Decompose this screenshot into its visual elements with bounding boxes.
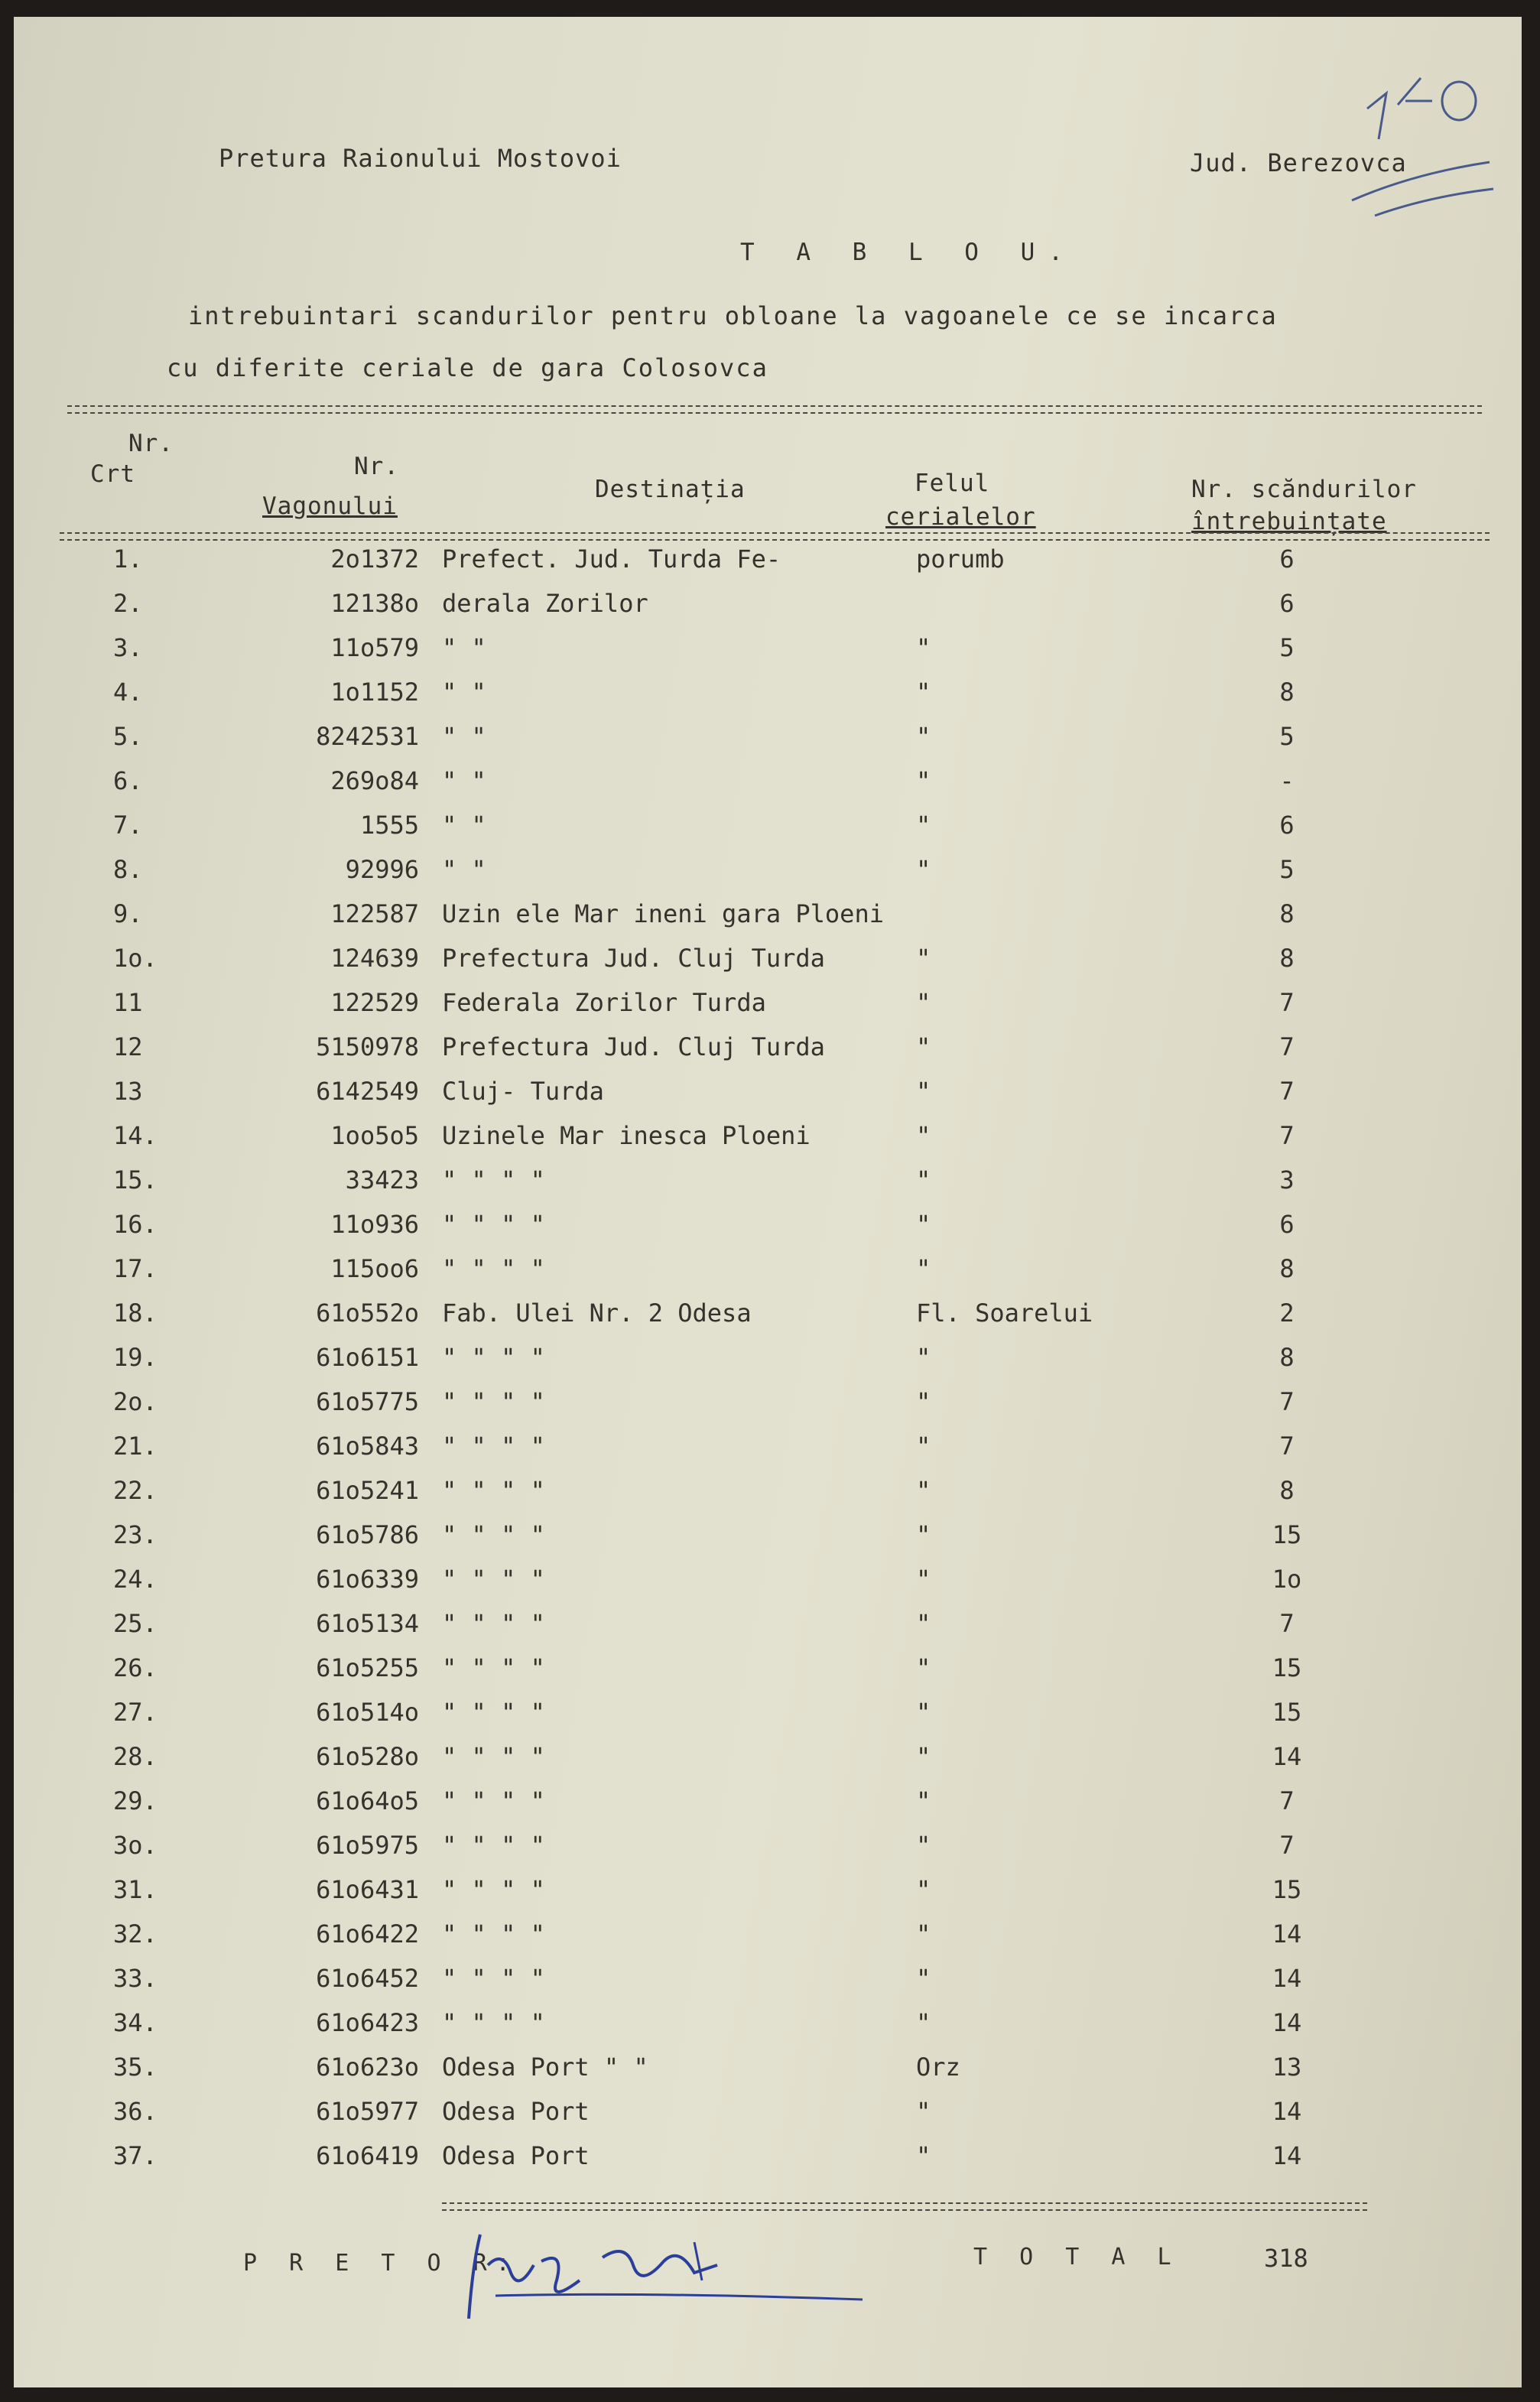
wagon-number: 61o5134 [316,1609,419,1638]
header-cereal-1: Felul [915,470,990,497]
row-number: 17. [113,1254,158,1283]
row-number: 11 [113,988,143,1017]
row-number: 22. [113,1476,158,1505]
board-count: 7 [1279,988,1295,1017]
table-row [14,855,1522,899]
table-row [14,1343,1522,1387]
table-row [14,1520,1522,1565]
board-count: 15 [1272,1520,1302,1549]
row-number: 7. [113,811,143,840]
destination: Uzinele Mar inesca Ploeni [442,1121,811,1150]
cereal-type: " [916,1121,931,1150]
cereal-type: " [916,2097,931,2126]
header-rule-bottom [60,532,1490,541]
row-number: 36. [113,2097,158,2126]
destination: " " " " [442,1742,545,1771]
cereal-type: Orz [916,2053,960,2082]
table-row [14,2141,1522,2186]
board-count: 2 [1279,1299,1295,1328]
destination: " " " " [442,2008,545,2037]
board-count: 3 [1279,1165,1295,1194]
table-row [14,1432,1522,1476]
wagon-number: 61o5241 [316,1476,419,1505]
destination: " " " " [442,1165,545,1194]
destination: " " " " [442,1210,545,1239]
board-count: 7 [1279,1786,1295,1815]
destination: Prefectura Jud. Cluj Turda [442,1032,825,1061]
cereal-type: " [916,1210,931,1239]
row-number: 33. [113,1964,158,1993]
destination: " " " " [442,1476,545,1505]
board-count: 7 [1279,1432,1295,1461]
table-row [14,988,1522,1032]
row-number: 9. [113,899,143,928]
destination: " " " " [442,1698,545,1727]
table-row [14,2008,1522,2053]
table-row [14,589,1522,633]
row-number: 13 [113,1077,143,1106]
destination: " " " " [442,1964,545,1993]
wagon-number: 1555 [359,811,419,840]
wagon-number: 269o84 [330,766,419,795]
board-count: 14 [1272,2097,1302,2126]
row-number: 5. [113,722,143,751]
board-count: 8 [1279,678,1295,707]
table-row [14,2053,1522,2097]
county-heading: Jud. Berezovca [1190,148,1407,177]
wagon-number: 61o528o [316,1742,419,1771]
board-count: 8 [1279,899,1295,928]
row-number: 35. [113,2053,158,2082]
table-row [14,811,1522,855]
cereal-type: " [916,811,931,840]
wagon-number: 61o6422 [316,1919,419,1949]
wagon-number: 11o579 [330,633,419,662]
board-count: 8 [1279,1254,1295,1283]
wagon-number: 33423 [345,1165,419,1194]
header-boards-1: Nr. scăndurilor [1191,476,1417,503]
board-count: 7 [1279,1121,1295,1150]
row-number: 4. [113,678,143,707]
row-number: 1. [113,544,143,574]
table-row [14,899,1522,944]
cereal-type: " [916,1742,931,1771]
row-number: 29. [113,1786,158,1815]
row-number: 2. [113,589,143,618]
pretor-signature [450,2219,878,2334]
wagon-number: 61o6431 [316,1875,419,1904]
wagon-number: 61o64o5 [316,1786,419,1815]
board-count: 7 [1279,1387,1295,1416]
board-count: 6 [1279,811,1295,840]
wagon-number: 61o514o [316,1698,419,1727]
board-count: 13 [1272,2053,1302,2082]
wagon-number: 61o6151 [316,1343,419,1372]
table-row [14,766,1522,811]
wagon-number: 61o5977 [316,2097,419,2126]
destination: Odesa Port " " [442,2053,648,2082]
table-row [14,1919,1522,1964]
total-label: T O T A L [973,2244,1181,2270]
destination: " " [442,855,486,884]
cereal-type: " [916,1032,931,1061]
destination: " " " " [442,1875,545,1904]
table-row [14,1831,1522,1875]
table-row [14,1565,1522,1609]
wagon-number: 61o6423 [316,2008,419,2037]
row-number: 8. [113,855,143,884]
wagon-number: 124639 [330,944,419,973]
table-row [14,1786,1522,1831]
cereal-type: " [916,766,931,795]
cereal-type: " [916,1875,931,1904]
destination: " " " " [442,1919,545,1949]
wagon-number: 61o552o [316,1299,419,1328]
cereal-type: " [916,1565,931,1594]
cereal-type: " [916,1476,931,1505]
board-count: 5 [1279,633,1295,662]
row-number: 24. [113,1565,158,1594]
destination: Odesa Port [442,2097,590,2126]
wagon-number: 8242531 [316,722,419,751]
board-count: 8 [1279,944,1295,973]
row-number: 3. [113,633,143,662]
table-row [14,1387,1522,1432]
destination: " " [442,678,486,707]
table-row [14,1077,1522,1121]
row-number: 37. [113,2141,158,2170]
table-row [14,1032,1522,1077]
destination: Odesa Port [442,2141,590,2170]
board-count: 8 [1279,1476,1295,1505]
destination: Prefect. Jud. Turda Fe- [442,544,781,574]
cereal-type: " [916,1831,931,1860]
wagon-number: 61o5975 [316,1831,419,1860]
destination: " " [442,766,486,795]
destination: " " " " [442,1343,545,1372]
cereal-type: " [916,1432,931,1461]
row-number: 1o. [113,944,158,973]
destination: " " " " [442,1609,545,1638]
table-row [14,1875,1522,1919]
cereal-type: " [916,633,931,662]
row-number: 2o. [113,1387,158,1416]
wagon-number: 12138o [330,589,419,618]
header-nr-crt-2: Crt [90,460,135,488]
row-number: 27. [113,1698,158,1727]
row-number: 31. [113,1875,158,1904]
board-count: 7 [1279,1831,1295,1860]
cereal-type: " [916,1520,931,1549]
wagon-number: 61o623o [316,2053,419,2082]
row-number: 6. [113,766,143,795]
board-count: 6 [1279,589,1295,618]
header-cereal-2: cerialelor [885,503,1036,531]
board-count: 15 [1272,1875,1302,1904]
wagon-number: 122587 [330,899,419,928]
table-row [14,1121,1522,1165]
cereal-type: " [916,1343,931,1372]
cereal-type: " [916,1698,931,1727]
document-subtitle-2: cu diferite ceriale de gara Colosovca [167,353,768,382]
header-nr-crt-1: Nr. [128,430,174,457]
footer-rule [442,2202,1367,2211]
board-count: 14 [1272,2008,1302,2037]
wagon-number: 6142549 [316,1077,419,1106]
header-destination: Destinația [595,476,746,503]
cereal-type: " [916,1964,931,1993]
document-subtitle-1: intrebuintari scandurilor pentru obloane la vagoanele ce se incarca [188,301,1278,330]
cereal-type: " [916,1919,931,1949]
row-number: 26. [113,1653,158,1682]
row-number: 15. [113,1165,158,1194]
destination: " " " " [442,1432,545,1461]
header-boards-2: întrebuințate [1191,508,1387,535]
board-count: 15 [1272,1698,1302,1727]
cereal-type: " [916,855,931,884]
board-count: 5 [1279,855,1295,884]
table-row [14,1299,1522,1343]
board-count: 1o [1272,1565,1302,1594]
row-number: 14. [113,1121,158,1150]
cereal-type: Fl. Soarelui [916,1299,1093,1328]
destination: derala Zorilor [442,589,648,618]
table-row [14,678,1522,722]
row-number: 3o. [113,1831,158,1860]
destination: " " " " [442,1565,545,1594]
cereal-type: " [916,1786,931,1815]
row-number: 23. [113,1520,158,1549]
pretor-label: P R E T O R: [243,2250,519,2277]
table-row [14,1476,1522,1520]
document-sheet [14,17,1522,2387]
row-number: 25. [113,1609,158,1638]
wagon-number: 11o936 [330,1210,419,1239]
destination: Fab. Ulei Nr. 2 Odesa [442,1299,752,1328]
header-wagon-2: Vagonului [262,492,398,520]
cereal-type: " [916,1653,931,1682]
cereal-type: porumb [916,544,1005,574]
cereal-type: " [916,1254,931,1283]
board-count: 14 [1272,1919,1302,1949]
destination: Federala Zorilor Turda [442,988,766,1017]
board-count: 8 [1279,1343,1295,1372]
table-row [14,1964,1522,2008]
row-number: 21. [113,1432,158,1461]
cereal-type: " [916,988,931,1017]
header-rule-top [67,405,1482,414]
wagon-number: 1oo5o5 [330,1121,419,1150]
cereal-type: " [916,2141,931,2170]
row-number: 28. [113,1742,158,1771]
cereal-type: " [916,1609,931,1638]
wagon-number: 92996 [345,855,419,884]
wagon-number: 5150978 [316,1032,419,1061]
cereal-type: " [916,2008,931,2037]
authority-heading: Pretura Raionului Mostovoi [219,144,622,173]
wagon-number: 61o5775 [316,1387,419,1416]
table-row [14,1609,1522,1653]
table-row [14,544,1522,589]
destination: " " [442,722,486,751]
wagon-number: 122529 [330,988,419,1017]
board-count: 14 [1272,2141,1302,2170]
destination: Cluj- Turda [442,1077,604,1106]
board-count: 7 [1279,1609,1295,1638]
wagon-number: 61o6419 [316,2141,419,2170]
board-count: 7 [1279,1077,1295,1106]
wagon-number: 61o6452 [316,1964,419,1993]
table-row [14,722,1522,766]
board-count: 6 [1279,544,1295,574]
board-count: 14 [1272,1742,1302,1771]
wagon-number: 61o5255 [316,1653,419,1682]
destination: " " " " [442,1387,545,1416]
board-count: 7 [1279,1032,1295,1061]
cereal-type: " [916,1387,931,1416]
board-count: 5 [1279,722,1295,751]
document-title: T A B L O U. [740,239,1077,266]
total-value: 318 [1264,2244,1308,2273]
header-wagon-1: Nr. [354,453,399,480]
row-number: 18. [113,1299,158,1328]
destination: " " [442,633,486,662]
cereal-type: " [916,722,931,751]
table-row [14,2097,1522,2141]
wagon-number: 61o6339 [316,1565,419,1594]
table-row [14,1698,1522,1742]
destination: " " " " [442,1786,545,1815]
destination: " " " " [442,1254,545,1283]
cereal-type: " [916,944,931,973]
table-row [14,1254,1522,1299]
board-count: 14 [1272,1964,1302,1993]
row-number: 12 [113,1032,143,1061]
table-row [14,1742,1522,1786]
row-number: 19. [113,1343,158,1372]
wagon-number: 61o5786 [316,1520,419,1549]
table-row [14,1210,1522,1254]
wagon-number: 61o5843 [316,1432,419,1461]
board-count: 6 [1279,1210,1295,1239]
cereal-type: " [916,678,931,707]
table-row [14,633,1522,678]
destination: Uzin ele Mar ineni gara Ploeni [442,899,884,928]
cereal-type: " [916,1077,931,1106]
wagon-number: 2o1372 [330,544,419,574]
table-row [14,1165,1522,1210]
cereal-type: " [916,1165,931,1194]
row-number: 32. [113,1919,158,1949]
wagon-number: 1o1152 [330,678,419,707]
destination: " " [442,811,486,840]
table-row [14,1653,1522,1698]
destination: " " " " [442,1520,545,1549]
table-row [14,944,1522,988]
board-count: - [1279,766,1295,795]
destination: " " " " [442,1653,545,1682]
destination: Prefectura Jud. Cluj Turda [442,944,825,973]
wagon-number: 115oo6 [330,1254,419,1283]
row-number: 16. [113,1210,158,1239]
board-count: 15 [1272,1653,1302,1682]
archive-number-handwritten [1344,47,1497,223]
row-number: 34. [113,2008,158,2037]
destination: " " " " [442,1831,545,1860]
